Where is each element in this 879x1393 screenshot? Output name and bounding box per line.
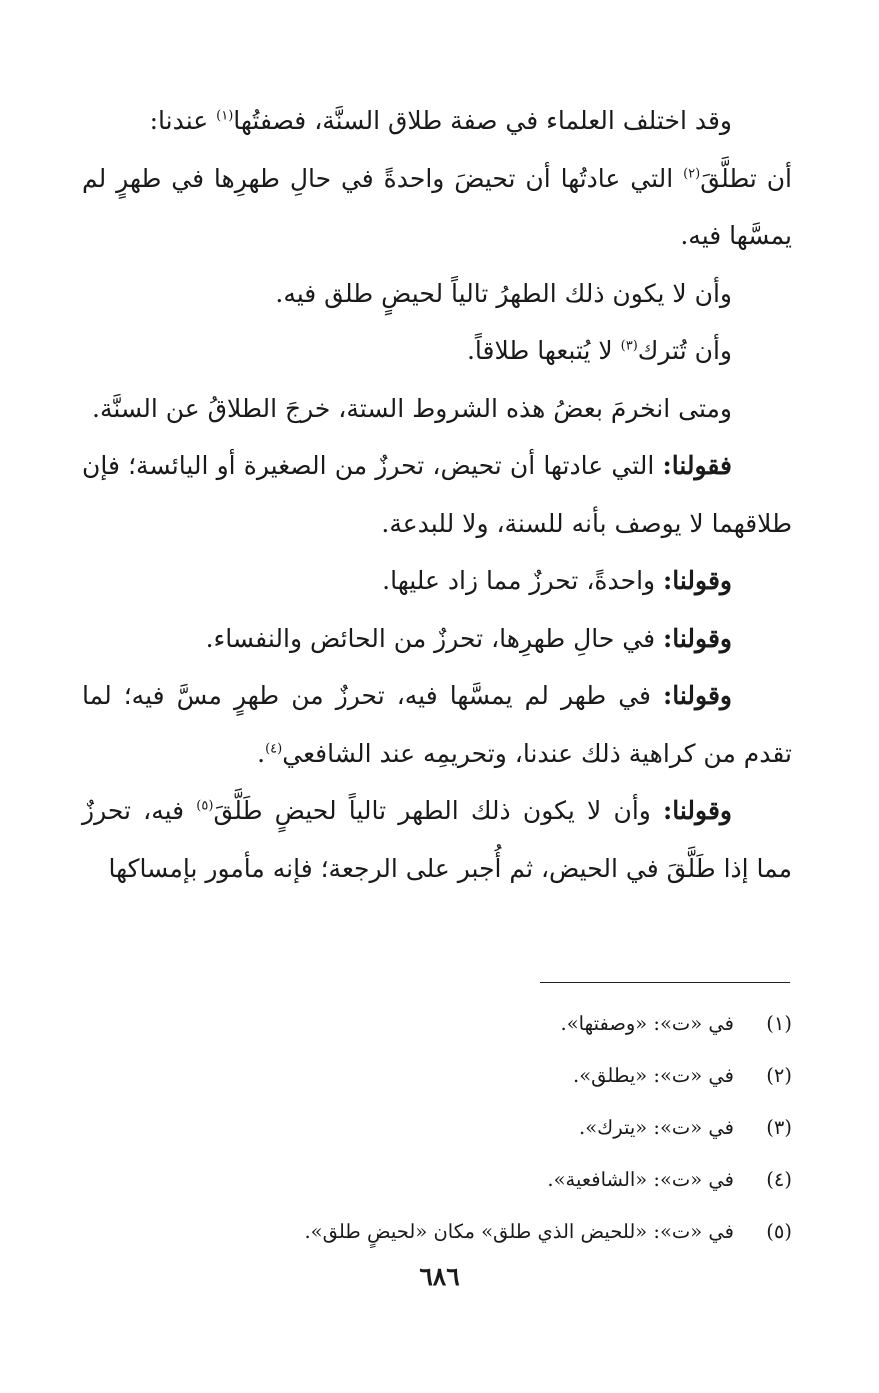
paragraph-text: أن تطلَّقَ (700, 163, 793, 193)
paragraph-4 (82, 322, 792, 380)
footnote-ref-5: (٥) (196, 798, 214, 814)
footnote-number: (٥) (766, 1220, 792, 1243)
footnote-number: (٢) (766, 1064, 792, 1087)
paragraph-text: التي عادتُها أن تحيضَ واحدةً في حالِ طهرِها في طهرٍ لم يمسَّها فيه. (82, 163, 792, 250)
footnote-number: (١) (766, 1012, 792, 1035)
paragraph-text: وقد اختلف العلماء في صفة طلاق السنَّة، فصفتُها (233, 106, 732, 135)
paragraph-1 (82, 92, 792, 150)
footnote-text: في «ت»: «يطلق». (573, 1064, 734, 1087)
footnote-2 (82, 1050, 792, 1102)
lead-word: وقولنا: (663, 623, 732, 653)
paragraph-3: وأن لا يكون ذلك الطهرُ تالياً لحيضٍ طلق فيه. (275, 278, 732, 308)
footnote-number: (٤) (766, 1168, 792, 1191)
footnote-ref-4: (٤) (265, 741, 283, 757)
footnote-ref-2: (٢) (683, 166, 701, 182)
paragraph-text: لا يُتبعها طلاقاً. (466, 336, 621, 365)
lead-word: وقولنا: (663, 681, 732, 710)
paragraph-8 (82, 610, 792, 668)
paragraph-2 (82, 150, 792, 265)
paragraph-text: في طهر لم يمسَّها فيه، تحرزٌ من طهرٍ مسَّ فيه؛ لما تقدم من كراهية ذلك عندنا، وتحريمِه عند الشافعي (82, 681, 792, 768)
lead-word: وقولنا: (663, 796, 732, 825)
paragraph-text: وأن لا يكون ذلك الطهر تالياً لحيضٍ طَلَّقَ (213, 796, 664, 825)
footnote-number: (٣) (766, 1116, 792, 1139)
paragraph-10 (82, 782, 792, 897)
footnote-ref-1: (١) (216, 108, 234, 124)
footnote-divider (540, 982, 790, 983)
footnote-text: في «ت»: «الشافعية». (547, 1168, 734, 1191)
footnote-ref-3: (٣) (620, 338, 638, 354)
lead-word: فقولنا: (662, 451, 732, 480)
footnote-3 (82, 1102, 792, 1154)
paragraph-7 (82, 552, 792, 610)
paragraph-text: . (257, 738, 266, 768)
paragraph-text: فيه، تحرزٌ مما إذا طَلَّقَ في الحيض، ثم أُجبر على الرجعة؛ فإنه مأمور بإمساكها (82, 796, 792, 883)
footnote-5 (82, 1206, 792, 1258)
paragraph-text: وأن تُترك (637, 336, 732, 365)
footnote-text: في «ت»: «يترك». (579, 1116, 734, 1139)
main-text (82, 92, 792, 897)
paragraph-6 (82, 437, 792, 552)
paragraph-text: التي عادتها أن تحيض، تحرزٌ من الصغيرة أو اليائسة؛ فإن طلاقهما لا يوصف بأنه للسنة، ولا للبدعة. (82, 451, 792, 538)
lead-word: وقولنا: (663, 566, 732, 595)
paragraph-text: عندنا: (149, 106, 217, 135)
paragraph-5: ومتى انخرمَ بعضُ هذه الشروط الستة، خرجَ الطلاقُ عن السنَّة. (92, 393, 732, 423)
footnote-1 (82, 998, 792, 1050)
paragraph-text: في حالِ طهرِها، تحرزٌ من الحائض والنفساء. (205, 623, 664, 653)
paragraph-9 (82, 667, 792, 782)
footnotes (82, 998, 792, 1258)
footnote-text: في «ت»: «للحيض الذي طلق» مكان «لحيضٍ طلق». (304, 1220, 734, 1243)
footnote-text: في «ت»: «وصفتها». (560, 1012, 734, 1035)
footnote-4 (82, 1154, 792, 1206)
paragraph-text: واحدةً، تحرزٌ مما زاد عليها. (382, 566, 664, 595)
page-number: ٦٨٦ (419, 1262, 460, 1291)
